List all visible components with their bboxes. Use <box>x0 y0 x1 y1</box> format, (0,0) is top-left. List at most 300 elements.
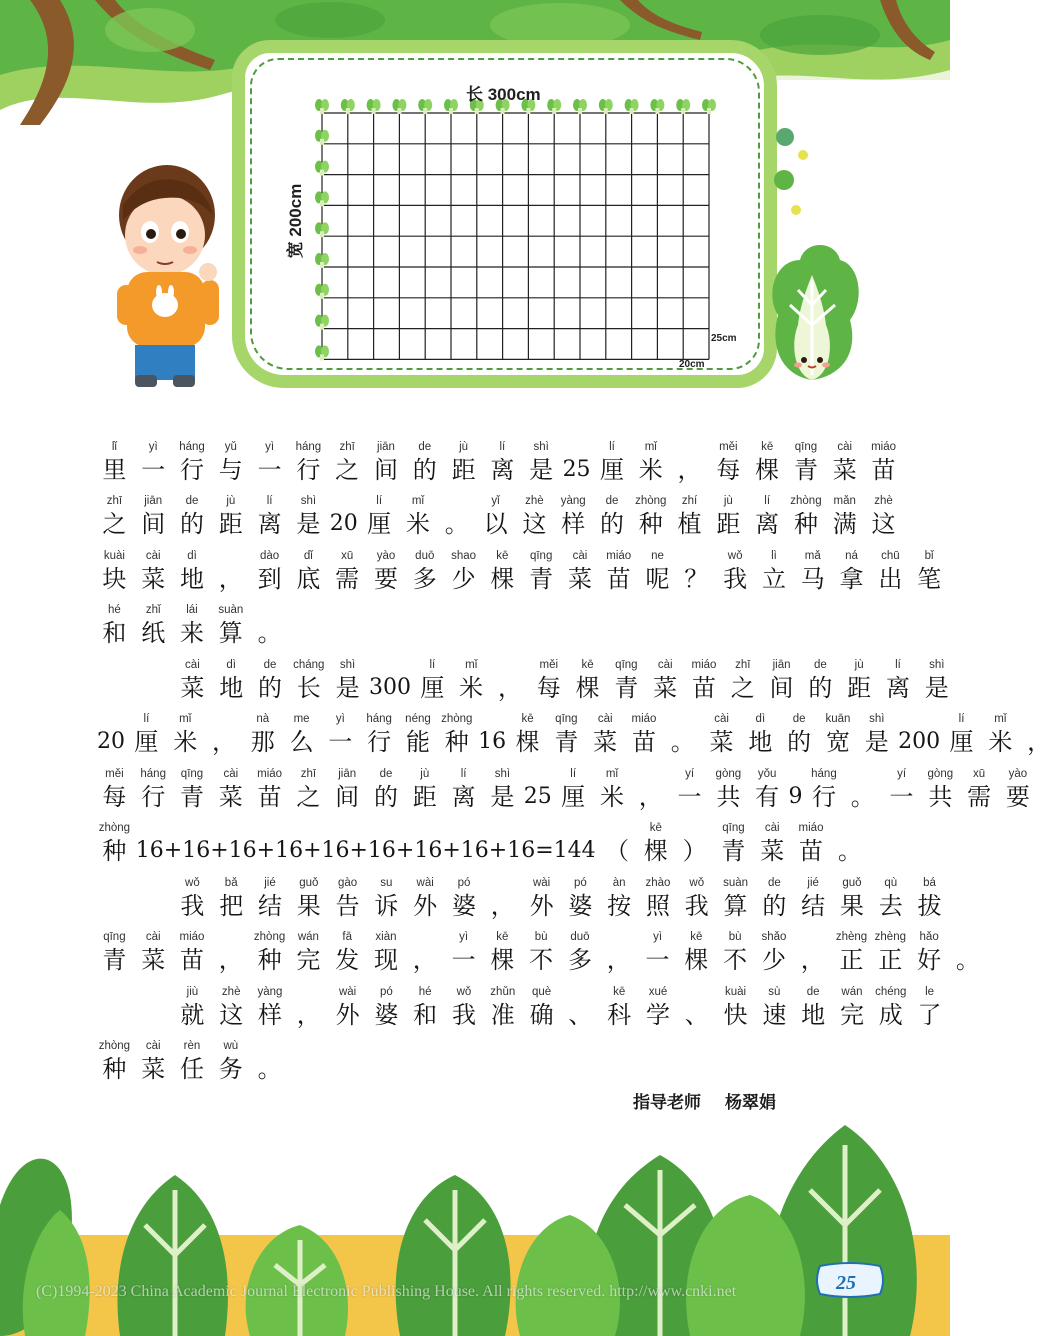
character-with-pinyin <box>755 930 794 975</box>
character-with-pinyin <box>211 1039 250 1084</box>
character-with-pinyin <box>949 930 988 975</box>
character-with-pinyin <box>792 821 831 866</box>
pinyin: zhòng <box>98 822 131 834</box>
hanzi: 每 <box>102 782 127 811</box>
hanzi: 米 <box>459 673 484 702</box>
character-with-pinyin <box>491 658 530 703</box>
pinyin: me <box>293 713 310 725</box>
hanzi: 、 <box>684 1000 709 1029</box>
hanzi: 与 <box>218 455 243 484</box>
pinyin: de <box>263 658 277 671</box>
pinyin: měi <box>539 658 559 671</box>
character-with-pinyin <box>289 440 328 485</box>
pinyin: dào <box>259 549 280 562</box>
pinyin: yí <box>897 767 907 780</box>
character-with-pinyin <box>445 876 484 921</box>
character-with-pinyin <box>413 658 452 703</box>
pinyin: chéng <box>875 985 907 998</box>
hanzi: 婆 <box>568 891 593 920</box>
character-with-pinyin <box>328 767 367 812</box>
pinyin: zhào <box>645 876 671 889</box>
pinyin: lí <box>958 713 965 725</box>
character-with-pinyin <box>599 549 638 594</box>
character-with-pinyin <box>173 440 212 485</box>
character-with-pinyin <box>328 985 367 1030</box>
pinyin: yí <box>685 767 695 780</box>
character-with-pinyin <box>631 494 670 539</box>
hanzi: 成 <box>878 1000 903 1029</box>
hanzi: 是 <box>864 728 889 756</box>
character-with-pinyin <box>328 549 367 594</box>
character-with-pinyin <box>173 549 212 594</box>
text-line <box>95 866 942 921</box>
hanzi: 确 <box>529 1000 554 1029</box>
pinyin: suàn <box>723 876 749 889</box>
pinyin: jiān <box>338 767 357 780</box>
hanzi: ， <box>606 946 631 974</box>
hanzi: 种 <box>257 946 282 974</box>
pinyin: jié <box>807 876 819 889</box>
hanzi: 底 <box>296 564 321 593</box>
hanzi: 青 <box>554 728 579 756</box>
character-with-pinyin <box>289 494 328 539</box>
number-token <box>522 767 554 812</box>
hanzi: 准 <box>490 1000 515 1029</box>
story-text <box>95 430 1052 1084</box>
pinyin: lí <box>429 658 436 671</box>
pinyin: shao <box>451 549 477 562</box>
hanzi: 种 <box>793 510 818 538</box>
character-with-pinyin <box>250 603 289 648</box>
character-with-pinyin <box>819 712 858 757</box>
pinyin: pó <box>457 876 471 889</box>
character-with-pinyin <box>598 821 637 866</box>
character-with-pinyin <box>173 494 212 539</box>
character-with-pinyin <box>748 440 787 485</box>
seedling-icon <box>702 99 716 114</box>
hanzi: 行 <box>367 728 392 756</box>
hanzi: 的 <box>808 673 833 702</box>
hanzi: 菜 <box>141 1055 166 1083</box>
text-line <box>95 539 942 594</box>
pinyin: shì <box>869 713 885 725</box>
pinyin: miáo <box>179 931 205 943</box>
width-label: 宽 200cm <box>286 183 305 259</box>
pinyin: zhè <box>874 495 893 507</box>
pinyin: shì <box>339 658 356 671</box>
character-with-pinyin <box>741 712 780 757</box>
seedling-icon <box>315 191 329 206</box>
character-with-pinyin <box>289 658 328 703</box>
character-with-pinyin <box>755 876 794 921</box>
pinyin: wán <box>297 931 319 943</box>
character-with-pinyin <box>709 494 748 539</box>
seedling-icon <box>341 99 355 114</box>
hanzi: 出 <box>878 564 903 593</box>
number-text: 20 <box>97 729 125 754</box>
pinyin: jié <box>264 876 276 889</box>
character-with-pinyin <box>211 603 250 648</box>
pinyin: de <box>185 495 199 507</box>
pinyin: miáo <box>631 713 657 725</box>
hanzi: 。 <box>955 946 980 974</box>
vegetable-field-grid <box>300 95 720 365</box>
character-with-pinyin <box>561 985 600 1030</box>
hanzi: 离 <box>755 510 780 538</box>
hanzi: 距 <box>451 455 476 484</box>
pinyin: xiàn <box>375 931 397 943</box>
character-with-pinyin <box>95 440 134 485</box>
character-with-pinyin <box>127 712 166 757</box>
character-with-pinyin <box>529 658 568 703</box>
hanzi: 苗 <box>179 946 204 974</box>
character-with-pinyin <box>625 712 664 757</box>
hanzi: 菜 <box>141 946 166 974</box>
hanzi: 外 <box>413 891 438 920</box>
pinyin: cài <box>597 713 613 725</box>
hanzi: 块 <box>102 564 127 593</box>
character-with-pinyin <box>677 876 716 921</box>
hanzi: 间 <box>335 782 360 811</box>
hanzi: 就 <box>180 1000 205 1029</box>
hanzi: 我 <box>451 1000 476 1029</box>
character-with-pinyin <box>483 440 522 485</box>
character-with-pinyin <box>748 494 787 539</box>
character-with-pinyin <box>211 440 250 485</box>
hanzi: 一 <box>889 782 914 811</box>
character-with-pinyin <box>830 821 869 866</box>
seedling-icon <box>315 161 329 176</box>
hanzi: 满 <box>832 510 857 538</box>
hanzi: 离 <box>257 510 282 538</box>
character-with-pinyin <box>367 930 406 975</box>
character-with-pinyin <box>437 712 476 757</box>
pinyin: mǐ <box>179 713 192 725</box>
hanzi: 共 <box>716 782 741 811</box>
hanzi: 是 <box>490 782 515 811</box>
character-with-pinyin <box>134 930 173 975</box>
number-token <box>95 712 127 757</box>
pinyin: zhǔn <box>490 985 516 998</box>
hanzi: 离 <box>451 782 476 811</box>
pinyin: lí <box>895 658 901 671</box>
hanzi: 苗 <box>631 728 656 756</box>
pinyin: yì <box>265 440 275 453</box>
pinyin: jiān <box>377 440 395 453</box>
character-with-pinyin <box>205 712 244 757</box>
pinyin: lí <box>143 713 150 725</box>
pinyin: chū <box>881 549 900 562</box>
pinyin: wù <box>223 1040 239 1052</box>
character-with-pinyin <box>638 930 677 975</box>
number-text: 16+16+16+16+16+16+16+16+16=144 <box>135 838 596 863</box>
seedling-icon <box>599 99 613 114</box>
hanzi: 正 <box>878 946 903 974</box>
pinyin: miáo <box>871 440 896 453</box>
pinyin: kē <box>761 440 774 453</box>
text-line <box>95 1030 895 1085</box>
character-with-pinyin <box>95 767 134 812</box>
hanzi: 拔 <box>917 891 942 920</box>
hanzi: 种 <box>102 1055 127 1083</box>
pinyin: hé <box>418 985 432 998</box>
character-with-pinyin <box>211 549 250 594</box>
hanzi: 地 <box>179 564 204 593</box>
character-with-pinyin <box>444 767 483 812</box>
pinyin: shì <box>929 658 945 671</box>
pinyin: mǎn <box>833 495 856 507</box>
hanzi: 距 <box>412 782 437 811</box>
pinyin: kē <box>521 713 534 725</box>
pinyin: dì <box>226 658 236 671</box>
pinyin: lái <box>186 604 198 616</box>
hanzi: ？ <box>684 564 709 593</box>
character-with-pinyin <box>942 712 981 757</box>
hanzi: 距 <box>218 510 243 538</box>
character-with-pinyin <box>134 494 173 539</box>
number-text: 16 <box>478 729 507 754</box>
character-with-pinyin <box>134 767 173 812</box>
character-with-pinyin <box>328 876 367 921</box>
hanzi: ， <box>218 564 243 593</box>
seedling-icon <box>315 222 329 237</box>
hanzi: 地 <box>748 728 773 756</box>
hanzi: 是 <box>924 673 949 702</box>
pinyin: shì <box>494 767 511 780</box>
character-with-pinyin <box>444 440 483 485</box>
pinyin: yào <box>376 549 396 562</box>
character-with-pinyin <box>762 658 801 703</box>
hanzi: 到 <box>257 564 282 593</box>
pinyin: xū <box>973 767 986 780</box>
hanzi: 米 <box>638 455 663 484</box>
character-with-pinyin <box>211 930 250 975</box>
seedling-icon <box>573 99 587 114</box>
character-with-pinyin <box>508 712 547 757</box>
hanzi: 行 <box>296 455 321 484</box>
pinyin: zhǐ <box>145 604 161 616</box>
hanzi: 算 <box>723 891 748 920</box>
hanzi: 棵 <box>575 673 600 702</box>
character-with-pinyin <box>840 658 879 703</box>
character-with-pinyin <box>832 549 871 594</box>
character-with-pinyin <box>755 549 794 594</box>
hanzi: 青 <box>179 782 204 811</box>
seedling-icon <box>444 99 458 114</box>
character-with-pinyin <box>748 767 787 812</box>
character-with-pinyin <box>593 767 632 812</box>
hanzi: 的 <box>257 673 282 702</box>
text-line <box>95 648 949 703</box>
hanzi: 果 <box>296 891 321 920</box>
hanzi: 果 <box>839 891 864 920</box>
hanzi: 之 <box>296 782 321 811</box>
hanzi: 。 <box>257 619 282 647</box>
character-with-pinyin <box>95 494 134 539</box>
length-label: 长 300cm <box>466 85 541 104</box>
pinyin: zhī <box>735 658 751 671</box>
pinyin: mǎ <box>804 549 821 562</box>
hanzi: 行 <box>811 782 836 811</box>
character-with-pinyin <box>833 985 872 1030</box>
hanzi: 地 <box>801 1000 826 1029</box>
pinyin: xū <box>341 549 354 562</box>
character-with-pinyin <box>367 985 406 1030</box>
pinyin: duō <box>415 549 435 562</box>
pinyin: mǐ <box>644 440 657 453</box>
character-with-pinyin <box>250 930 289 975</box>
hanzi: 宽 <box>825 728 850 756</box>
pinyin: yǐ <box>491 495 500 507</box>
character-with-pinyin <box>547 712 586 757</box>
hanzi: 离 <box>490 455 515 484</box>
hanzi: 青 <box>529 564 554 593</box>
number-text: 300 <box>368 674 411 700</box>
hanzi: 种 <box>638 510 663 538</box>
hanzi: 菜 <box>653 673 678 702</box>
pinyin: zhí <box>681 495 698 507</box>
hanzi: 外 <box>529 891 554 920</box>
hanzi: 距 <box>716 510 741 538</box>
character-with-pinyin <box>805 767 844 812</box>
hanzi: 棵 <box>755 455 780 484</box>
character-with-pinyin <box>212 985 251 1030</box>
pinyin: dǐ <box>303 549 313 562</box>
pinyin: de <box>418 440 432 453</box>
character-with-pinyin <box>864 494 903 539</box>
character-with-pinyin <box>753 821 792 866</box>
hanzi: 一 <box>141 455 166 484</box>
character-with-pinyin <box>675 821 714 866</box>
pinyin: qīng <box>722 822 745 834</box>
character-with-pinyin <box>173 767 212 812</box>
character-with-pinyin <box>825 494 864 539</box>
pinyin: dì <box>755 713 766 725</box>
hanzi: 结 <box>801 891 826 920</box>
character-with-pinyin <box>437 494 476 539</box>
hanzi: 诉 <box>374 891 399 920</box>
hanzi: 这 <box>219 1000 244 1029</box>
pinyin: zhòng <box>441 713 473 725</box>
seedling-icon <box>676 99 690 114</box>
character-with-pinyin <box>600 876 639 921</box>
row-spacing-label: 25cm <box>711 333 737 344</box>
character-with-pinyin <box>755 985 794 1030</box>
pinyin: de <box>379 767 393 780</box>
hanzi: 菜 <box>218 782 243 811</box>
pinyin: yì <box>335 713 345 725</box>
hanzi: 拿 <box>839 564 864 593</box>
pinyin: zhòng <box>253 931 286 943</box>
character-with-pinyin <box>251 876 290 921</box>
hanzi: 快 <box>723 1000 748 1029</box>
hanzi: 青 <box>793 455 818 484</box>
hanzi: 厘 <box>367 510 392 538</box>
pinyin: pó <box>573 876 587 889</box>
character-with-pinyin <box>444 930 483 975</box>
hanzi: 样 <box>561 510 586 538</box>
character-with-pinyin <box>360 712 399 757</box>
character-with-pinyin <box>243 712 282 757</box>
hanzi: 米 <box>988 728 1013 756</box>
pinyin: yǔ <box>224 440 237 453</box>
pinyin: dì <box>187 549 197 562</box>
character-with-pinyin <box>663 712 702 757</box>
pinyin: néng <box>405 713 431 725</box>
pinyin: lí <box>609 440 615 453</box>
character-with-pinyin <box>709 440 748 485</box>
hanzi: 一 <box>645 946 670 974</box>
hanzi: 青 <box>721 837 746 865</box>
character-with-pinyin <box>212 658 251 703</box>
character-with-pinyin <box>801 658 840 703</box>
number-text: 25 <box>562 456 591 482</box>
pinyin: lí <box>499 440 506 453</box>
hanzi: 发 <box>335 946 360 974</box>
character-with-pinyin <box>716 985 755 1030</box>
pinyin: lì <box>771 549 777 562</box>
hanzi: 厘 <box>949 728 974 756</box>
hanzi: 么 <box>289 728 314 756</box>
pinyin: cài <box>223 767 239 780</box>
pinyin: háng <box>366 713 392 725</box>
pinyin: miáo <box>606 549 632 562</box>
hanzi: 一 <box>328 728 353 756</box>
pinyin: bǎ <box>224 876 238 889</box>
pinyin: jiān <box>144 495 163 507</box>
pinyin: kē <box>690 931 703 943</box>
character-with-pinyin <box>289 985 328 1030</box>
seedling-icon <box>392 99 406 114</box>
number-token <box>476 712 508 757</box>
pinyin: mǐ <box>465 658 478 671</box>
hanzi: 现 <box>373 946 398 974</box>
hanzi: 一 <box>677 782 702 811</box>
pinyin: wǒ <box>727 549 743 562</box>
character-with-pinyin <box>95 1039 134 1084</box>
character-with-pinyin <box>871 549 910 594</box>
pinyin: qù <box>884 876 898 889</box>
text-line <box>95 975 942 1030</box>
character-with-pinyin <box>857 712 896 757</box>
character-with-pinyin <box>677 549 716 594</box>
hanzi: 正 <box>839 946 864 974</box>
hanzi: 菜 <box>760 837 785 865</box>
character-with-pinyin <box>833 876 872 921</box>
pinyin: qīng <box>555 713 578 725</box>
pinyin: rèn <box>183 1040 201 1052</box>
pinyin: cài <box>185 658 200 671</box>
character-with-pinyin <box>702 712 741 757</box>
hanzi: 要 <box>373 564 398 593</box>
character-with-pinyin <box>405 930 444 975</box>
pinyin: bù <box>728 931 742 943</box>
character-with-pinyin <box>670 767 709 812</box>
character-with-pinyin <box>871 876 910 921</box>
hanzi: 速 <box>762 1000 787 1029</box>
hanzi: ） <box>682 837 707 865</box>
hanzi: 和 <box>102 619 127 647</box>
pinyin: de <box>605 495 619 507</box>
pinyin: háng <box>295 440 322 453</box>
pinyin: bù <box>534 931 548 943</box>
pinyin: ne <box>651 549 664 562</box>
character-with-pinyin <box>399 712 438 757</box>
pinyin: zhòng <box>790 495 822 507</box>
seedling-icon <box>315 284 329 299</box>
hanzi: ， <box>800 946 825 974</box>
character-with-pinyin <box>483 930 522 975</box>
